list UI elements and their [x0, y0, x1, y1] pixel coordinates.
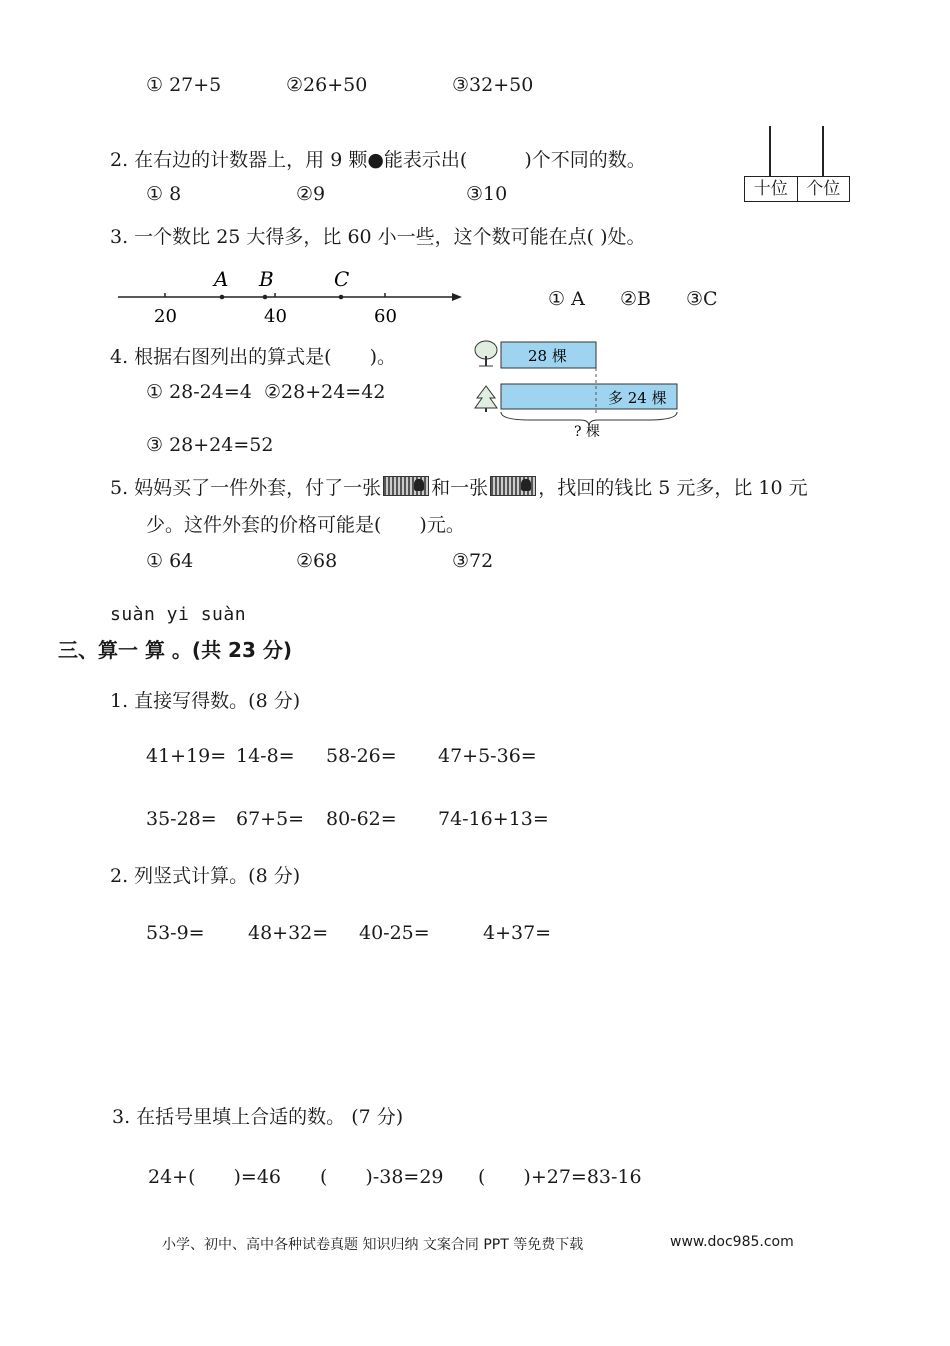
vertical-calc-item: 48+32= [248, 922, 329, 944]
fill-blank-item: ( )+27=83-16 [478, 1166, 642, 1188]
point-c-label: C [334, 267, 350, 291]
q5-line1 [110, 473, 808, 500]
q2-text: 2. 在右边的计数器上，用 9 颗●能表示出( )个不同的数。 [110, 149, 646, 171]
section-title: 三、算一 算 。(共 23 分) [58, 638, 292, 662]
q4-option-2: ②28+24=42 [264, 381, 386, 403]
q2-option-2: ②9 [296, 183, 326, 205]
q4-option-3: ③ 28+24=52 [146, 434, 274, 456]
s3q3-title: 3. 在括号里填上合适的数。 (7 分) [112, 1106, 404, 1128]
fill-blank-item: 24+( )=46 [148, 1166, 282, 1188]
tens-rod [769, 126, 771, 176]
q1-option-2: ②26+50 [286, 74, 368, 96]
number-line [110, 262, 470, 328]
tick-label-20: 20 [154, 306, 177, 327]
point-a-label: A [214, 267, 229, 291]
q5-line2: 少。这件外套的价格可能是( )元。 [146, 514, 465, 536]
point-b-label: B [259, 267, 274, 291]
q3-text: 3. 一个数比 25 大得多，比 60 小一些，这个数可能在点( )处。 [110, 226, 646, 248]
tree-icon [475, 341, 497, 366]
arrow-icon [452, 293, 462, 301]
tick-label-40: 40 [264, 306, 287, 327]
q1-option-1: ① 27+5 [146, 74, 222, 96]
q5-text-a: 5. 妈妈买了一件外套，付了一张 [110, 477, 382, 499]
calc-item: 14-8= [236, 745, 295, 767]
q5-option-2: ②68 [296, 550, 338, 572]
q5-text-b: 和一张 [431, 477, 489, 499]
q5-text-c: ，找回的钱比 5 元多，比 10 元 [538, 477, 808, 499]
calc-item: 58-26= [326, 745, 397, 767]
point-c-dot [339, 295, 344, 300]
abacus-counter [744, 126, 850, 202]
point-b-dot [263, 295, 268, 300]
q5-option-3: ③72 [452, 550, 494, 572]
calc-item: 35-28= [146, 808, 217, 830]
vertical-calc-item: 4+37= [483, 922, 552, 944]
banknote-icon [383, 476, 429, 496]
vertical-calc-item: 40-25= [359, 922, 430, 944]
vertical-calc-item: 53-9= [146, 922, 205, 944]
q4-text: 4. 根据右图列出的算式是( )。 [110, 346, 396, 368]
point-a-dot [220, 295, 225, 300]
ones-rod [822, 126, 824, 176]
s3q1-title: 1. 直接写得数。(8 分) [110, 690, 301, 712]
ones-label: 个位 [806, 179, 841, 199]
tick-label-60: 60 [374, 306, 397, 327]
tree-bar-diagram [470, 336, 690, 442]
q3-option-2: ②B [620, 288, 651, 310]
calc-item: 74-16+13= [438, 808, 549, 830]
section-pinyin: suàn yi suàn [110, 604, 247, 625]
q4-option-1: ① 28-24=4 [146, 381, 252, 403]
footer-text: 小学、初中、高中各种试卷真题 知识归纳 文案合同 PPT 等免费下载 [162, 1237, 584, 1253]
calc-item: 67+5= [236, 808, 305, 830]
abacus-base [744, 176, 850, 202]
q5-option-1: ① 64 [146, 550, 194, 572]
total-label: ? 棵 [574, 424, 600, 440]
pine-tree-icon [475, 386, 497, 412]
q3-option-1: ① A [548, 288, 585, 310]
banknote-icon [490, 476, 536, 496]
q2-option-1: ① 8 [146, 183, 182, 205]
fill-blank-item: ( )-38=29 [320, 1166, 444, 1188]
s3q2-title: 2. 列竖式计算。(8 分) [110, 865, 301, 887]
calc-item: 47+5-36= [438, 745, 537, 767]
q2-option-3: ③10 [466, 183, 508, 205]
bar-extra-label: 多 24 棵 [608, 389, 667, 407]
tens-label: 十位 [745, 177, 798, 201]
calc-item: 80-62= [326, 808, 397, 830]
footer-link[interactable]: www.doc985.com [670, 1234, 794, 1250]
q1-option-3: ③32+50 [452, 74, 534, 96]
q3-option-3: ③C [686, 288, 718, 310]
calc-item: 41+19= [146, 745, 227, 767]
bar-28-label: 28 棵 [528, 347, 567, 365]
